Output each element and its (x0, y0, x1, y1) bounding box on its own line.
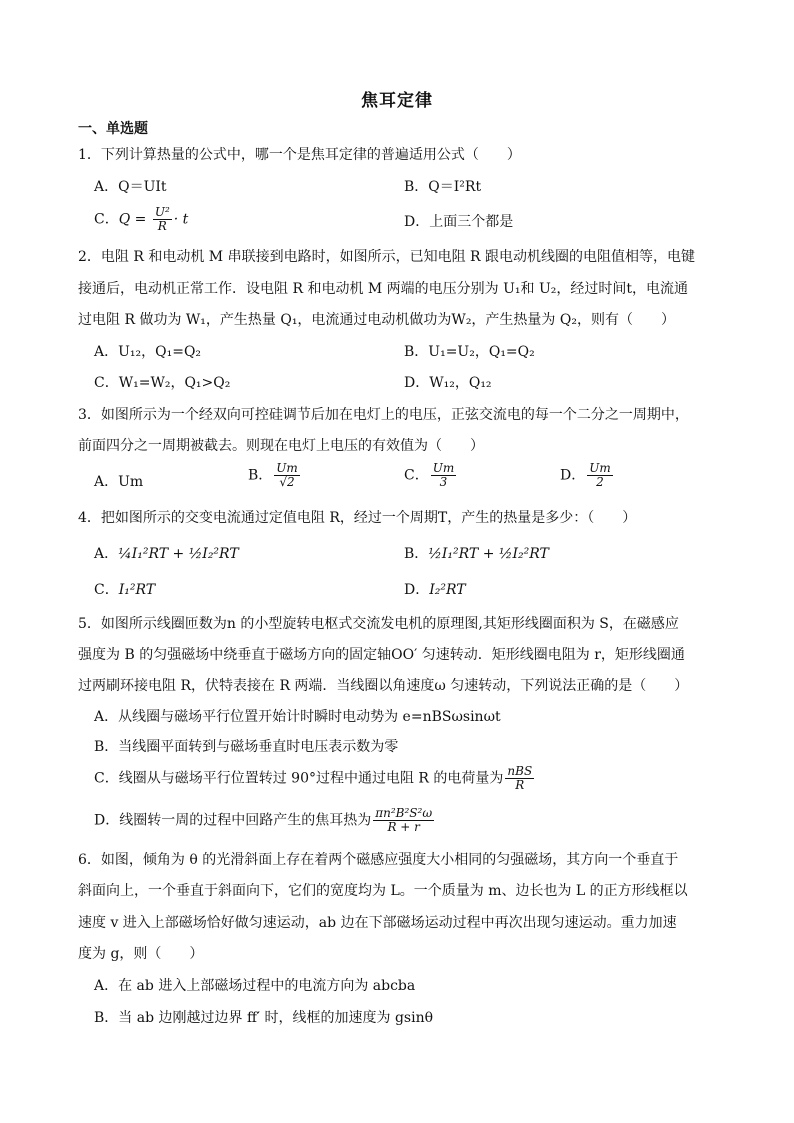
q3-option-c-fraction (431, 462, 457, 489)
fraction-denominator: R (157, 219, 167, 233)
fraction-denominator: √2 (279, 475, 295, 489)
q1-option-a: A．Q＝UIt (94, 179, 167, 195)
q4-option-a-label: A． (94, 546, 119, 562)
q2-option-c: C．W₁=W₂，Q₁>Q₂ (94, 375, 231, 391)
q3-option-b-fraction (274, 462, 300, 489)
q4-option-c-label: C． (94, 582, 119, 598)
fraction-numerator: πn²B²S²ω (375, 806, 433, 820)
q3-stem-line2: 前面四分之一周期被截去。则现在电灯上电压的有效值为（ ） (78, 438, 484, 454)
q2-option-b: B．U₁=U₂，Q₁=Q₂ (404, 344, 535, 360)
q1-option-d: D．上面三个都是 (404, 214, 514, 230)
q5-stem-line2: 强度为 B 的匀强磁场中绕垂直于磁场方向的固定轴OO′ 匀速转动．矩形线圈电阻为 r，矩形线圈通 (78, 647, 685, 663)
fraction-numerator: U² (154, 205, 170, 219)
q5-option-c (94, 765, 536, 792)
fraction-denominator: R + r (387, 820, 420, 834)
fraction-numerator: nBS (507, 764, 533, 778)
q5-option-b: B．当线圈平面转到与磁场垂直时电压表示数为零 (94, 739, 399, 755)
q6-stem-line2: 斜面向上，一个垂直于斜面向下，它们的宽度均为 L。一个质量为 m、边长也为 L 的正方形线框以 (78, 883, 688, 899)
q1-option-c-fraction (153, 206, 172, 233)
q4-option-b-label: B． (404, 546, 429, 562)
q3-option-b-label: B． (248, 467, 273, 484)
q4-option-d-expr: I₂²RT (429, 582, 466, 598)
section-heading: 一、单选题 (78, 121, 148, 137)
q4-option-d (404, 580, 466, 600)
q3-option-c (404, 462, 458, 489)
fraction-denominator: 2 (596, 475, 604, 489)
q1-stem: 1．下列计算热量的公式中，哪一个是焦耳定律的普遍适用公式（ ） (78, 147, 521, 163)
document-title: 焦耳定律 (361, 91, 433, 111)
q5-option-c-text: C．线圈从与磁场平行位置转过 90°过程中通过电阻 R 的电荷量为 (94, 770, 504, 787)
q3-stem-line1: 3．如图所示为一个经双向可控硅调节后加在电灯上的电压，正弦交流电的每一个二分之一周期中， (78, 407, 689, 423)
q5-option-d-text: D．线圈转一周的过程中回路产生的焦耳热为 (94, 812, 372, 829)
q1-option-c-post: · t (173, 211, 189, 228)
q3-option-b (248, 462, 302, 489)
q6-option-a: A．在 ab 进入上部磁场过程中的电流方向为 abcba (94, 978, 416, 994)
fraction-denominator: 3 (439, 475, 448, 489)
q2-option-a: A．U₁₂，Q₁=Q₂ (94, 344, 202, 360)
q1-option-c-pre: Q = (118, 211, 151, 228)
q2-option-d: D．W₁₂，Q₁₂ (404, 375, 492, 391)
q3-option-c-label: C． (404, 467, 429, 484)
fraction-numerator: Um (276, 461, 298, 475)
fraction-numerator: Um (432, 461, 455, 475)
q5-stem-line1: 5．如图所示线圈匝数为n 的小型旋转电枢式交流发电机的原理图,其矩形线圈面积为 S，在磁感应 (78, 616, 679, 632)
q4-option-a (94, 544, 239, 564)
q1-option-c-label: C． (94, 211, 119, 228)
fraction-numerator: Um (589, 461, 611, 475)
q5-option-d-fraction (373, 807, 434, 834)
fraction-denominator: R (515, 778, 525, 792)
q4-option-b (404, 544, 549, 564)
q5-stem-line3: 过两刷环接电阻 R，伏特表接在 R 两端．当线圈以角速度ω 匀速转动，下列说法正确的是（ ） (78, 678, 689, 694)
q3-option-d-fraction (587, 462, 613, 489)
q4-option-d-label: D． (404, 582, 430, 598)
q6-stem-line3: 速度 v 进入上部磁场恰好做匀速运动，ab 边在下部磁场运动过程中再次出现匀速运动。重力加速 (78, 915, 677, 931)
q4-option-c (94, 580, 155, 600)
q6-stem-line1: 6．如图，倾角为 θ 的光滑斜面上存在着两个磁感应强度大小相同的匀强磁场，其方向一个垂直于 (78, 852, 679, 868)
q1-option-b: B．Q＝I²Rt (404, 179, 482, 195)
q4-stem: 4．把如图所示的交变电流通过定值电阻 R，经过一个周期T，产生的热量是多少：（ ） (78, 510, 637, 526)
q6-stem-line4: 度为 g，则（ ） (78, 946, 204, 962)
q6-option-b: B．当 ab 边刚越过边界 ff′ 时，线框的加速度为 gsinθ (94, 1010, 434, 1026)
q2-stem-line3: 过电阻 R 做功为 W₁，产生热量 Q₁，电流通过电动机做功为W₂，产生热量为 Q₂，则有（ ） (78, 312, 675, 328)
q2-stem-line2: 接通后，电动机正常工作．设电阻 R 和电动机 M 两端的电压分别为 U₁和 U₂，经过时间t，电流通 (78, 281, 689, 297)
q4-option-c-expr: I₁²RT (118, 582, 156, 598)
q5-option-a: A．从线圈与磁场平行位置开始计时瞬时电动势为 e=nBSωsinωt (94, 709, 501, 725)
q3-option-a: A．Um (94, 474, 144, 490)
q4-option-b-expr: ½I₁²RT + ½I₂²RT (428, 546, 549, 562)
q5-option-d (94, 807, 436, 834)
q3-option-d (560, 462, 615, 489)
q1-option-c (94, 206, 188, 233)
q3-option-d-label: D． (560, 467, 586, 484)
q2-stem-line1: 2．电阻 R 和电动机 M 串联接到电路时，如图所示，已知电阻 R 跟电动机线圈的电阻值相等，电键 (78, 249, 696, 265)
q4-option-a-expr: ¼I₁²RT + ½I₂²RT (118, 546, 239, 562)
q5-option-c-fraction (505, 765, 534, 792)
